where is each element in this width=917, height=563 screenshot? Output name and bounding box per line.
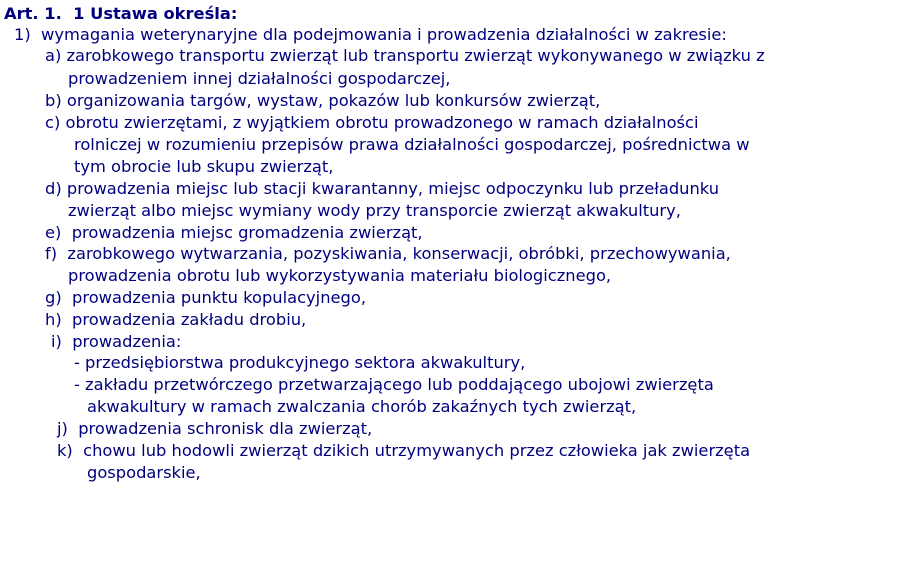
item-f-line-1: f) zarobkowego wytwarzania, pozyskiwania, konserwacji, obróbki, przechowywania, — [45, 244, 731, 263]
item-i-line-1: i) prowadzenia: — [51, 332, 182, 351]
article-title: Art. 1. 1 Ustawa określa: — [4, 4, 238, 23]
item-c-line-3: tym obrocie lub skupu zwierząt, — [74, 157, 334, 176]
item-a-line-1: a) zarobkowego transportu zwierząt lub transportu zwierząt wykonywanego w związku z — [45, 46, 765, 65]
item-i-sub-1-line-1: - przedsiębiorstwa produkcyjnego sektora akwakultury, — [74, 353, 526, 372]
item-d-line-2: zwierząt albo miejsc wymiany wody przy transporcie zwierząt akwakultury, — [68, 201, 681, 220]
item-e-line-1: e) prowadzenia miejsc gromadzenia zwierząt, — [45, 223, 423, 242]
item-b-line-1: b) organizowania targów, wystaw, pokazów lub konkursów zwierząt, — [45, 91, 601, 110]
item-c-line-2: rolniczej w rozumieniu przepisów prawa działalności gospodarczej, pośrednictwa w — [74, 135, 750, 154]
item-d-line-1: d) prowadzenia miejsc lub stacji kwarantanny, miejsc odpoczynku lub przeładunku — [45, 179, 720, 198]
item-k-line-1: k) chowu lub hodowli zwierząt dzikich utrzymywanych przez człowieka jak zwierzęta — [57, 441, 751, 460]
item-j-line-1: j) prowadzenia schronisk dla zwierząt, — [57, 419, 373, 438]
item-h-line-1: h) prowadzenia zakładu drobiu, — [45, 310, 307, 329]
item-g-line-1: g) prowadzenia punktu kopulacyjnego, — [45, 288, 367, 307]
item-i-sub-2-line-1: - zakładu przetwórczego przetwarzającego lub poddającego ubojowi zwierzęta — [74, 375, 714, 394]
item-c-line-1: c) obrotu zwierzętami, z wyjątkiem obrotu prowadzonego w ramach działalności — [45, 113, 699, 132]
item-k-line-2: gospodarskie, — [87, 463, 201, 482]
item-f-line-2: prowadzenia obrotu lub wykorzystywania materiału biologicznego, — [68, 266, 612, 285]
item-i-sub-2-line-2: akwakultury w ramach zwalczania chorób zakaźnych tych zwierząt, — [87, 397, 637, 416]
item-a-line-2: prowadzeniem innej działalności gospodarczej, — [68, 69, 451, 88]
point-1-label: 1) wymagania weterynaryjne dla podejmowania i prowadzenia działalności w zakresie: — [14, 25, 727, 44]
